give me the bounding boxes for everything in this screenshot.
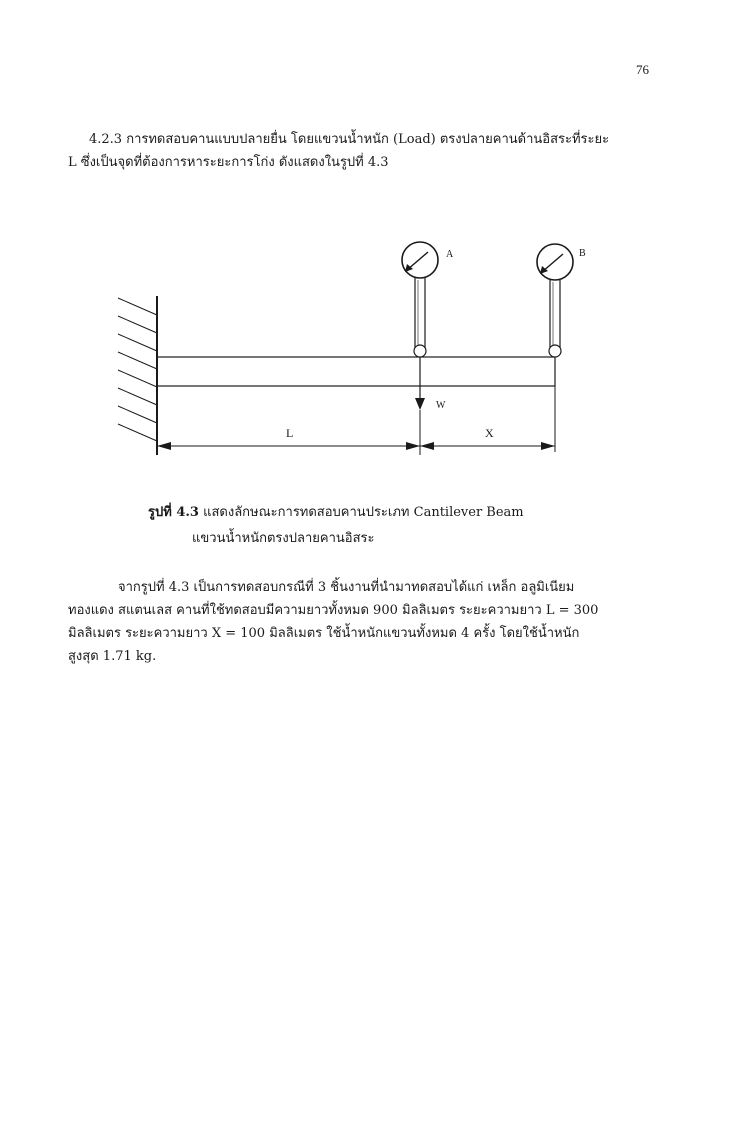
caption-label: รูปที่ 4.3 — [148, 505, 199, 520]
caption-text: แสดงลักษณะการทดสอบคานประเภท Cantilever Beam — [203, 505, 524, 520]
wall-hatching — [118, 298, 157, 441]
gauge-a-label: A — [446, 249, 454, 260]
dial-gauge-a — [402, 242, 438, 357]
intro-line-1: 4.2.3 การทดสอบคานแบบปลายยื่น โดยแขวนน้ำหนัก (Load) ตรงปลายคานด้านอิสระที่ระยะ — [89, 132, 610, 147]
cantilever-beam-diagram — [100, 230, 620, 470]
beam — [157, 357, 555, 386]
dimension-x-label: X — [485, 426, 494, 440]
body-line-4: สูงสุด 1.71 kg. — [68, 649, 157, 664]
intro-paragraph — [68, 128, 668, 174]
body-line-1: จากรูปที่ 4.3 เป็นการทดสอบกรณีที่ 3 ชิ้นงานที่นำมาทดสอบได้แก่ เหล็ก อลูมิเนียม — [118, 580, 575, 595]
dial-gauge-b — [537, 244, 573, 357]
body-paragraph — [68, 576, 668, 668]
dimension-l — [157, 442, 420, 450]
body-line-3: มิลลิเมตร ระยะความยาว X = 100 มิลลิเมตร ใช้น้ำหนักแขวนทั้งหมด 4 ครั้ง โดยใช้น้ำหนัก — [68, 626, 580, 641]
page-number: 76 — [636, 62, 649, 77]
cantilever-beam-figure — [100, 230, 620, 470]
load-arrow — [415, 357, 425, 410]
load-label: W — [436, 400, 446, 411]
gauge-b-label: B — [579, 248, 586, 259]
dimension-l-label: L — [286, 426, 294, 440]
caption-line-2: แขวนน้ำหนักตรงปลายคานอิสระ — [192, 531, 375, 546]
dimension-x — [420, 442, 555, 450]
intro-line-2: L ซึ่งเป็นจุดที่ต้องการหาระยะการโก่ง ดังแสดงในรูปที่ 4.3 — [68, 155, 389, 170]
body-line-2: ทองแดง สแตนเลส คานที่ใช้ทดสอบมีความยาวทั้งหมด 900 มิลลิเมตร ระยะความยาว L = 300 — [68, 603, 599, 618]
figure-caption — [148, 500, 524, 552]
